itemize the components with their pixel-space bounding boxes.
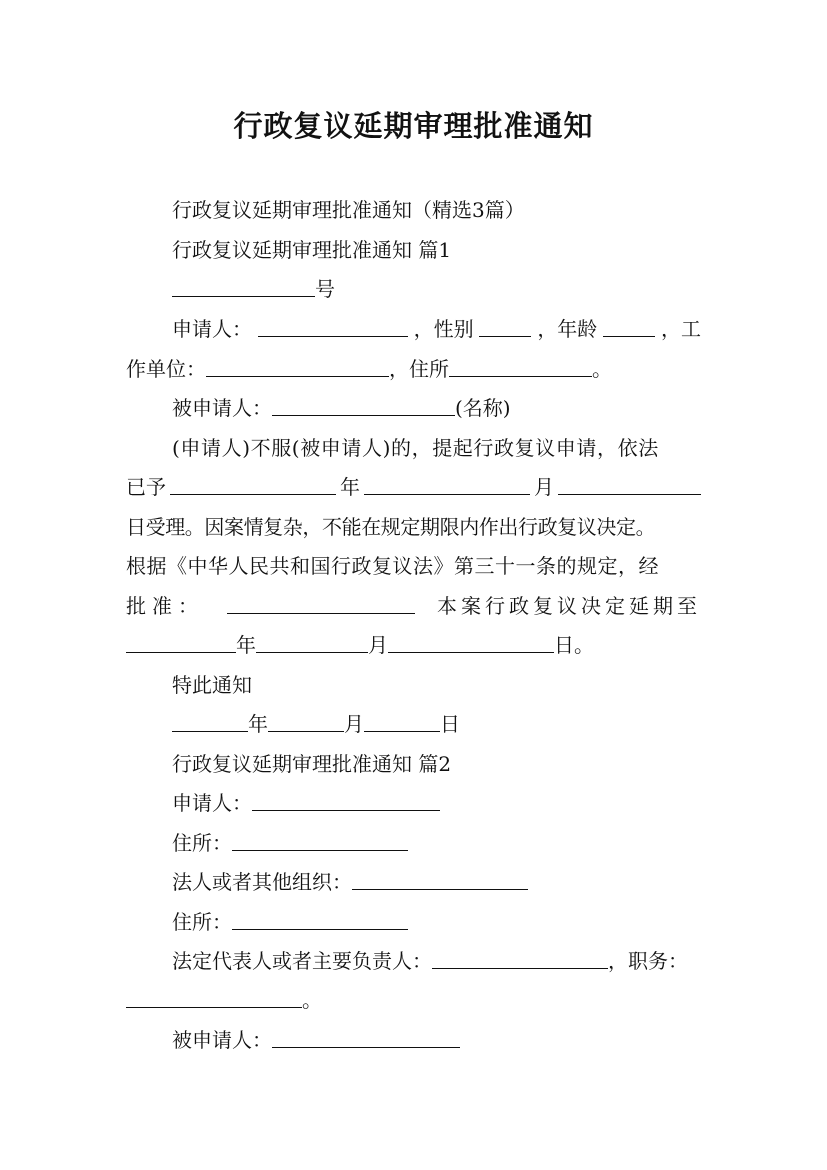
paragraph-line-1: (申请人)不服(被申请人)的，提起行政复议申请，依法 xyxy=(172,436,659,460)
respondent-label: 被申请人： xyxy=(172,396,272,420)
number-blank[interactable] xyxy=(172,277,315,297)
p2-position-label: ，职务： xyxy=(608,949,688,973)
gender-blank[interactable] xyxy=(479,317,531,337)
p2-org-line xyxy=(172,870,528,894)
p2-rep-blank[interactable] xyxy=(432,949,608,969)
extend-year-blank[interactable] xyxy=(126,633,236,653)
p2-address-line xyxy=(172,831,408,855)
approved-label: 批准： xyxy=(126,594,204,618)
month-label: 月 xyxy=(368,633,388,657)
paragraph-line-3: 日受理。因案情复杂，不能在规定期限内作出行政复议决定。 xyxy=(126,515,656,539)
age-label: ，年龄 xyxy=(537,317,598,341)
work-unit-label: 作单位： xyxy=(126,357,206,381)
p2-respondent-blank[interactable] xyxy=(272,1028,460,1048)
document-number-line xyxy=(172,277,335,301)
date-day-blank[interactable] xyxy=(364,712,440,732)
p2-address-blank-2[interactable] xyxy=(232,910,408,930)
already-label: 已予 xyxy=(126,475,166,499)
p2-respondent-line xyxy=(172,1028,460,1052)
period: 。 xyxy=(302,988,322,1012)
day-end-label: 日。 xyxy=(554,633,594,657)
respondent-blank[interactable] xyxy=(272,396,455,416)
age-blank[interactable] xyxy=(603,317,655,337)
name-paren: (名称) xyxy=(455,396,511,420)
p2-rep-line xyxy=(172,949,688,973)
work-address-line xyxy=(126,357,612,381)
document-subtitle: 行政复议延期审理批准通知（精选3篇） xyxy=(172,198,525,222)
number-suffix: 号 xyxy=(315,277,335,301)
accept-day-blank[interactable] xyxy=(558,475,701,495)
paragraph-line-5 xyxy=(126,594,701,618)
extend-day-blank[interactable] xyxy=(388,633,554,653)
applicant-blank[interactable] xyxy=(258,317,408,337)
date-year-blank[interactable] xyxy=(172,712,248,732)
p2-address-blank[interactable] xyxy=(232,831,408,851)
date-month-blank[interactable] xyxy=(268,712,344,732)
address-label: ，住所 xyxy=(389,357,449,381)
extend-month-blank[interactable] xyxy=(256,633,368,653)
gender-label: ，性别 xyxy=(413,317,474,341)
notice-text: 特此通知 xyxy=(172,673,252,697)
p2-applicant-label: 申请人： xyxy=(172,791,252,815)
p2-address-label: 住所： xyxy=(172,831,232,855)
address-blank[interactable] xyxy=(449,357,592,377)
month-label: 月 xyxy=(534,475,554,499)
p2-org-blank[interactable] xyxy=(352,870,528,890)
work-unit-blank[interactable] xyxy=(206,357,389,377)
paragraph-line-2 xyxy=(126,475,701,499)
document-title: 行政复议延期审理批准通知 xyxy=(233,109,594,143)
p2-position-line xyxy=(126,988,322,1012)
p2-rep-label: 法定代表人或者主要负责人： xyxy=(172,949,432,973)
work-label-start: ，工 xyxy=(660,317,701,341)
paragraph-line-4: 根据《中华人民共和国行政复议法》第三十一条的规定，经 xyxy=(126,554,659,578)
p2-respondent-label: 被申请人： xyxy=(172,1028,272,1052)
year-label: 年 xyxy=(236,633,256,657)
accept-month-blank[interactable] xyxy=(364,475,530,495)
day-label: 日 xyxy=(440,712,460,736)
extend-text: 本案行政复议决定延期至 xyxy=(437,594,701,618)
period: 。 xyxy=(592,357,612,381)
p2-org-label: 法人或者其他组织： xyxy=(172,870,352,894)
p2-applicant-line xyxy=(172,791,440,815)
year-label: 年 xyxy=(248,712,268,736)
part1-heading: 行政复议延期审理批准通知 篇1 xyxy=(172,238,452,262)
applicant-label: 申请人： xyxy=(172,317,252,341)
p2-position-blank[interactable] xyxy=(126,988,302,1008)
month-label: 月 xyxy=(344,712,364,736)
accept-year-blank[interactable] xyxy=(170,475,336,495)
respondent-line xyxy=(172,396,511,420)
paragraph-line-6 xyxy=(126,633,594,657)
p2-address-label-2: 住所： xyxy=(172,910,232,934)
part2-heading: 行政复议延期审理批准通知 篇2 xyxy=(172,752,452,776)
approved-blank[interactable] xyxy=(227,594,415,614)
p2-applicant-blank[interactable] xyxy=(252,791,440,811)
year-label: 年 xyxy=(340,475,360,499)
date-line xyxy=(172,712,460,736)
applicant-line xyxy=(172,317,701,341)
p2-address-line-2 xyxy=(172,910,408,934)
